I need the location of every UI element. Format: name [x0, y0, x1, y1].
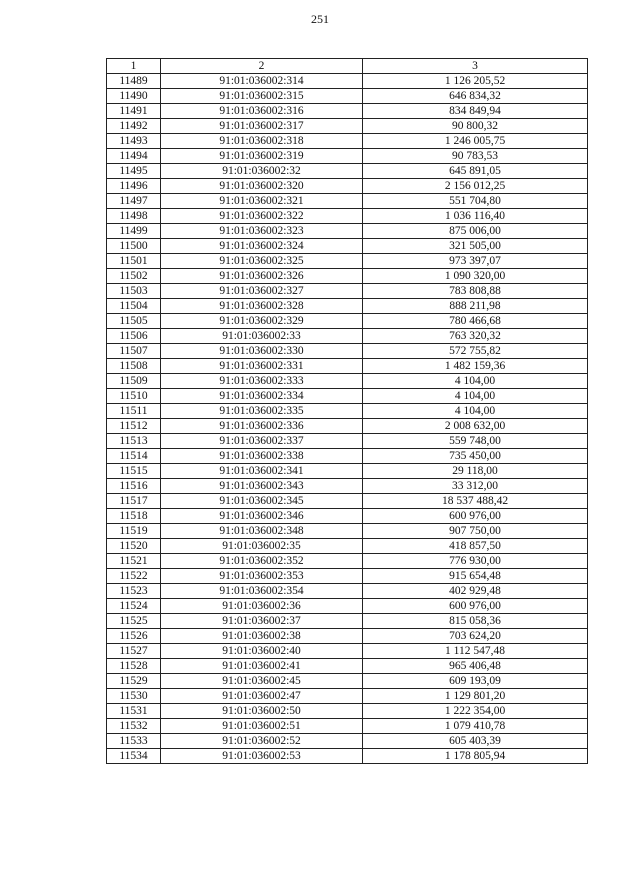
value-cell: 1 222 354,00 [363, 704, 588, 719]
row-number-cell: 11492 [107, 119, 161, 134]
row-number-cell: 11515 [107, 464, 161, 479]
cadastral-number-cell: 91:01:036002:32 [161, 164, 363, 179]
table-row [107, 524, 588, 539]
cadastral-number-cell: 91:01:036002:354 [161, 584, 363, 599]
cadastral-number-cell: 91:01:036002:51 [161, 719, 363, 734]
value-cell: 875 006,00 [363, 224, 588, 239]
row-number-cell: 11494 [107, 149, 161, 164]
value-cell: 763 320,32 [363, 329, 588, 344]
row-number-cell: 11501 [107, 254, 161, 269]
table-row [107, 434, 588, 449]
table-header-row [107, 59, 588, 74]
cadastral-number-cell: 91:01:036002:45 [161, 674, 363, 689]
row-number-cell: 11534 [107, 749, 161, 764]
cadastral-number-cell: 91:01:036002:322 [161, 209, 363, 224]
table-row [107, 179, 588, 194]
table-row [107, 554, 588, 569]
table-row [107, 149, 588, 164]
value-cell: 418 857,50 [363, 539, 588, 554]
cadastral-number-cell: 91:01:036002:335 [161, 404, 363, 419]
value-cell: 780 466,68 [363, 314, 588, 329]
table-row [107, 164, 588, 179]
row-number-cell: 11503 [107, 284, 161, 299]
cadastral-number-cell: 91:01:036002:327 [161, 284, 363, 299]
cadastral-number-cell: 91:01:036002:38 [161, 629, 363, 644]
table-row [107, 719, 588, 734]
cadastral-number-cell: 91:01:036002:325 [161, 254, 363, 269]
value-cell: 1 129 801,20 [363, 689, 588, 704]
table-row [107, 134, 588, 149]
table-row [107, 224, 588, 239]
row-number-cell: 11530 [107, 689, 161, 704]
table-row [107, 359, 588, 374]
row-number-cell: 11507 [107, 344, 161, 359]
row-number-cell: 11504 [107, 299, 161, 314]
row-number-cell: 11519 [107, 524, 161, 539]
table-row [107, 209, 588, 224]
row-number-cell: 11505 [107, 314, 161, 329]
table-row [107, 539, 588, 554]
cadastral-number-cell: 91:01:036002:321 [161, 194, 363, 209]
row-number-cell: 11520 [107, 539, 161, 554]
value-cell: 4 104,00 [363, 389, 588, 404]
cadastral-number-cell: 91:01:036002:319 [161, 149, 363, 164]
value-cell: 965 406,48 [363, 659, 588, 674]
cadastral-number-cell: 91:01:036002:40 [161, 644, 363, 659]
table-row [107, 629, 588, 644]
table-body [107, 74, 588, 764]
cadastral-number-cell: 91:01:036002:352 [161, 554, 363, 569]
cadastral-number-cell: 91:01:036002:343 [161, 479, 363, 494]
value-cell: 4 104,00 [363, 404, 588, 419]
cadastral-number-cell: 91:01:036002:324 [161, 239, 363, 254]
value-cell: 572 755,82 [363, 344, 588, 359]
cadastral-number-cell: 91:01:036002:328 [161, 299, 363, 314]
column-header-1: 1 [107, 59, 161, 74]
cadastral-number-cell: 91:01:036002:317 [161, 119, 363, 134]
row-number-cell: 11517 [107, 494, 161, 509]
row-number-cell: 11489 [107, 74, 161, 89]
value-cell: 888 211,98 [363, 299, 588, 314]
row-number-cell: 11495 [107, 164, 161, 179]
cadastral-number-cell: 91:01:036002:52 [161, 734, 363, 749]
row-number-cell: 11500 [107, 239, 161, 254]
table-row [107, 374, 588, 389]
value-cell: 834 849,94 [363, 104, 588, 119]
value-cell: 2 156 012,25 [363, 179, 588, 194]
row-number-cell: 11527 [107, 644, 161, 659]
cadastral-number-cell: 91:01:036002:329 [161, 314, 363, 329]
row-number-cell: 11493 [107, 134, 161, 149]
cadastral-number-cell: 91:01:036002:36 [161, 599, 363, 614]
row-number-cell: 11522 [107, 569, 161, 584]
value-cell: 1 112 547,48 [363, 644, 588, 659]
table-row [107, 704, 588, 719]
table-row [107, 254, 588, 269]
column-header-3: 3 [363, 59, 588, 74]
value-cell: 1 079 410,78 [363, 719, 588, 734]
row-number-cell: 11524 [107, 599, 161, 614]
row-number-cell: 11514 [107, 449, 161, 464]
cadastral-number-cell: 91:01:036002:33 [161, 329, 363, 344]
value-cell: 815 058,36 [363, 614, 588, 629]
table-row [107, 299, 588, 314]
value-cell: 29 118,00 [363, 464, 588, 479]
table-row [107, 239, 588, 254]
table-row [107, 494, 588, 509]
value-cell: 90 800,32 [363, 119, 588, 134]
row-number-cell: 11523 [107, 584, 161, 599]
value-cell: 609 193,09 [363, 674, 588, 689]
row-number-cell: 11498 [107, 209, 161, 224]
value-cell: 1 178 805,94 [363, 749, 588, 764]
row-number-cell: 11502 [107, 269, 161, 284]
table-row [107, 479, 588, 494]
column-header-2: 2 [161, 59, 363, 74]
table-row [107, 644, 588, 659]
cadastral-number-cell: 91:01:036002:345 [161, 494, 363, 509]
table-row [107, 269, 588, 284]
table-row [107, 284, 588, 299]
table-row [107, 314, 588, 329]
cadastral-number-cell: 91:01:036002:318 [161, 134, 363, 149]
value-cell: 973 397,07 [363, 254, 588, 269]
row-number-cell: 11490 [107, 89, 161, 104]
value-cell: 1 036 116,40 [363, 209, 588, 224]
row-number-cell: 11525 [107, 614, 161, 629]
table-row [107, 734, 588, 749]
table-row [107, 614, 588, 629]
table-row [107, 509, 588, 524]
value-cell: 551 704,80 [363, 194, 588, 209]
cadastral-number-cell: 91:01:036002:326 [161, 269, 363, 284]
table-row [107, 344, 588, 359]
row-number-cell: 11496 [107, 179, 161, 194]
row-number-cell: 11511 [107, 404, 161, 419]
row-number-cell: 11513 [107, 434, 161, 449]
cadastral-number-cell: 91:01:036002:37 [161, 614, 363, 629]
row-number-cell: 11512 [107, 419, 161, 434]
table-row [107, 389, 588, 404]
row-number-cell: 11506 [107, 329, 161, 344]
value-cell: 783 808,88 [363, 284, 588, 299]
row-number-cell: 11533 [107, 734, 161, 749]
row-number-cell: 11521 [107, 554, 161, 569]
row-number-cell: 11499 [107, 224, 161, 239]
table-row [107, 749, 588, 764]
value-cell: 4 104,00 [363, 374, 588, 389]
table-row [107, 194, 588, 209]
table-row [107, 119, 588, 134]
cadastral-number-cell: 91:01:036002:337 [161, 434, 363, 449]
row-number-cell: 11531 [107, 704, 161, 719]
table-row [107, 584, 588, 599]
cadastral-number-cell: 91:01:036002:50 [161, 704, 363, 719]
table-row [107, 74, 588, 89]
page-number: 251 [311, 12, 329, 26]
row-number-cell: 11508 [107, 359, 161, 374]
value-cell: 33 312,00 [363, 479, 588, 494]
cadastral-number-cell: 91:01:036002:53 [161, 749, 363, 764]
table-row [107, 449, 588, 464]
table-row [107, 569, 588, 584]
cadastral-number-cell: 91:01:036002:338 [161, 449, 363, 464]
row-number-cell: 11516 [107, 479, 161, 494]
cadastral-number-cell: 91:01:036002:316 [161, 104, 363, 119]
value-cell: 1 482 159,36 [363, 359, 588, 374]
row-number-cell: 11510 [107, 389, 161, 404]
row-number-cell: 11518 [107, 509, 161, 524]
value-cell: 605 403,39 [363, 734, 588, 749]
cadastral-number-cell: 91:01:036002:336 [161, 419, 363, 434]
cadastral-number-cell: 91:01:036002:323 [161, 224, 363, 239]
value-cell: 735 450,00 [363, 449, 588, 464]
value-cell: 90 783,53 [363, 149, 588, 164]
row-number-cell: 11529 [107, 674, 161, 689]
cadastral-number-cell: 91:01:036002:334 [161, 389, 363, 404]
row-number-cell: 11509 [107, 374, 161, 389]
cadastral-number-cell: 91:01:036002:331 [161, 359, 363, 374]
row-number-cell: 11532 [107, 719, 161, 734]
value-cell: 645 891,05 [363, 164, 588, 179]
value-cell: 18 537 488,42 [363, 494, 588, 509]
table-row [107, 329, 588, 344]
table-row [107, 464, 588, 479]
cadastral-number-cell: 91:01:036002:47 [161, 689, 363, 704]
cadastral-number-cell: 91:01:036002:330 [161, 344, 363, 359]
value-cell: 1 126 205,52 [363, 74, 588, 89]
value-cell: 321 505,00 [363, 239, 588, 254]
table-row [107, 659, 588, 674]
value-cell: 907 750,00 [363, 524, 588, 539]
cadastral-number-cell: 91:01:036002:348 [161, 524, 363, 539]
value-cell: 1 246 005,75 [363, 134, 588, 149]
row-number-cell: 11528 [107, 659, 161, 674]
cadastral-number-cell: 91:01:036002:353 [161, 569, 363, 584]
value-cell: 703 624,20 [363, 629, 588, 644]
table-row [107, 419, 588, 434]
row-number-cell: 11497 [107, 194, 161, 209]
cadastral-number-cell: 91:01:036002:35 [161, 539, 363, 554]
value-cell: 600 976,00 [363, 599, 588, 614]
value-cell: 646 834,32 [363, 89, 588, 104]
value-cell: 559 748,00 [363, 434, 588, 449]
row-number-cell: 11526 [107, 629, 161, 644]
value-cell: 402 929,48 [363, 584, 588, 599]
table-row [107, 674, 588, 689]
value-cell: 1 090 320,00 [363, 269, 588, 284]
cadastral-number-cell: 91:01:036002:314 [161, 74, 363, 89]
value-cell: 776 930,00 [363, 554, 588, 569]
value-cell: 2 008 632,00 [363, 419, 588, 434]
cadastral-number-cell: 91:01:036002:341 [161, 464, 363, 479]
cadastral-number-cell: 91:01:036002:41 [161, 659, 363, 674]
cadastral-number-cell: 91:01:036002:346 [161, 509, 363, 524]
cadastral-number-cell: 91:01:036002:315 [161, 89, 363, 104]
table-row [107, 89, 588, 104]
value-cell: 600 976,00 [363, 509, 588, 524]
data-table [106, 58, 588, 764]
row-number-cell: 11491 [107, 104, 161, 119]
cadastral-number-cell: 91:01:036002:333 [161, 374, 363, 389]
table-row [107, 599, 588, 614]
table-row [107, 404, 588, 419]
table-row [107, 104, 588, 119]
value-cell: 915 654,48 [363, 569, 588, 584]
cadastral-number-cell: 91:01:036002:320 [161, 179, 363, 194]
table-row [107, 689, 588, 704]
